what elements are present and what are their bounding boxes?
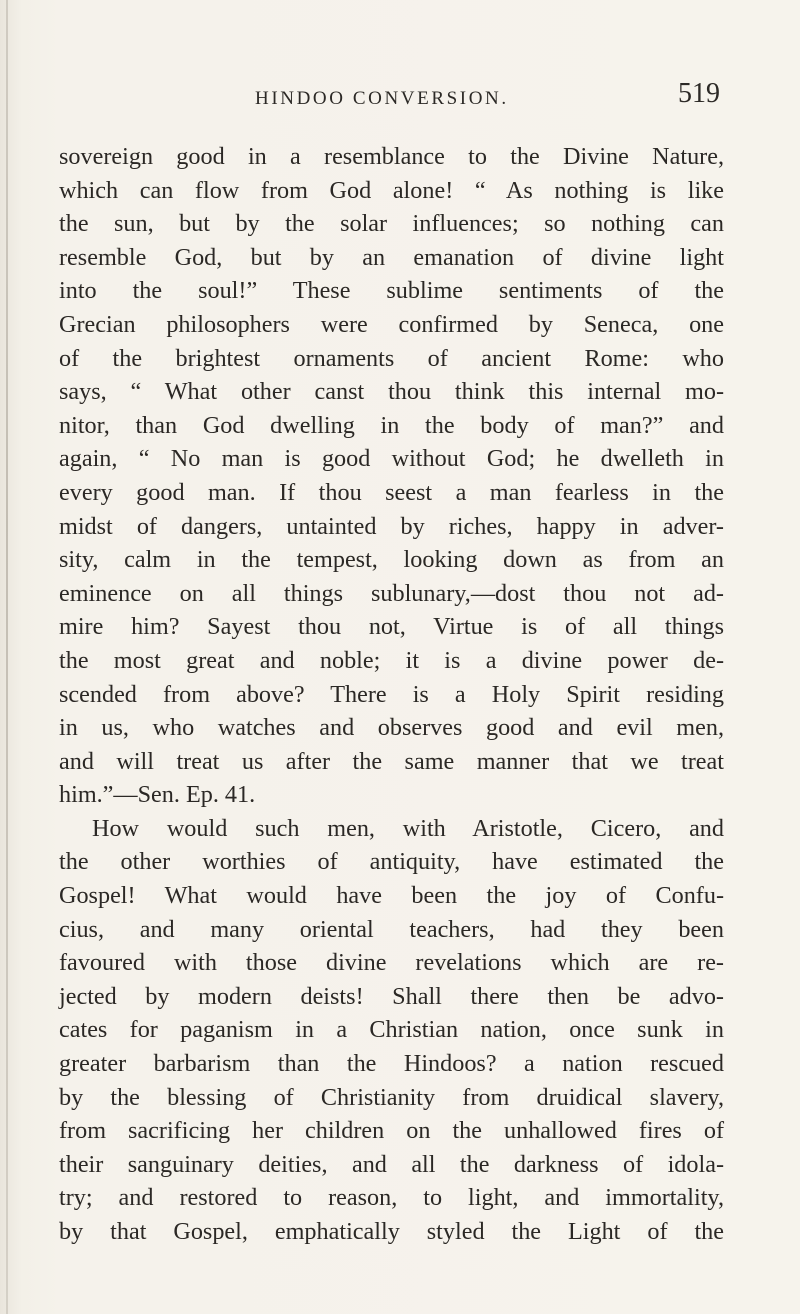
text-line: every good man. If thou seest a man fearless in the	[59, 478, 724, 506]
text-line: greater barbarism than the Hindoos? a nation rescued	[59, 1050, 724, 1078]
text-line: in us, who watches and observes good and evil men,	[59, 714, 724, 742]
text-line: Grecian philosophers were confirmed by Seneca, one	[59, 310, 724, 338]
text-line: scended from above? There is a Holy Spirit residing	[59, 680, 724, 708]
text-line: him.”—Sen. Ep. 41.	[59, 781, 256, 809]
text-line: again, “ No man is good without God; he dwelleth in	[59, 445, 724, 473]
text-line: by the blessing of Christianity from druidical slavery,	[59, 1083, 724, 1111]
text-line: nitor, than God dwelling in the body of man?” and	[59, 411, 724, 439]
text-line: try; and restored to reason, to light, and immortality,	[59, 1184, 724, 1212]
text-line: by that Gospel, emphatically styled the Light of the	[59, 1218, 724, 1245]
text-line: the other worthies of antiquity, have estimated the	[59, 848, 724, 876]
running-head: HINDOO CONVERSION.	[255, 88, 509, 109]
text-line: sity, calm in the tempest, looking down as from an	[59, 546, 724, 574]
text-line: the most great and noble; it is a divine power de-	[59, 646, 724, 674]
text-line: mire him? Sayest thou not, Virtue is of all things	[59, 613, 724, 641]
text-line: How would such men, with Aristotle, Cicero, and	[92, 814, 724, 842]
text-line: of the brightest ornaments of ancient Rome: who	[59, 344, 724, 372]
page-number: 519	[678, 78, 720, 109]
text-line: which can flow from God alone! “ As nothing is like	[59, 176, 724, 204]
text-line: favoured with those divine revelations which are re-	[59, 949, 724, 977]
text-line: cius, and many oriental teachers, had they been	[59, 915, 724, 943]
text-line: their sanguinary deities, and all the darkness of idola-	[59, 1150, 724, 1178]
text-line: Gospel! What would have been the joy of Confu-	[59, 882, 724, 910]
text-line: jected by modern deists! Shall there then be advo-	[59, 982, 724, 1010]
text-line: the sun, but by the solar influences; so nothing can	[59, 210, 724, 238]
text-line: and will treat us after the same manner that we treat	[59, 747, 724, 775]
page-gutter-shadow	[6, 0, 8, 1314]
text-line: resemble God, but by an emanation of divine light	[59, 243, 724, 271]
page-header	[70, 78, 720, 118]
text-line: sovereign good in a resemblance to the Divine Nature,	[59, 143, 724, 170]
text-line: cates for paganism in a Christian nation, once sunk in	[59, 1016, 724, 1044]
body-text	[59, 140, 724, 1249]
text-line: from sacrificing her children on the unhallowed fires of	[59, 1117, 724, 1145]
text-line: says, “ What other canst thou think this internal mo-	[59, 378, 724, 406]
text-line: eminence on all things sublunary,—dost thou not ad-	[59, 579, 724, 607]
text-line: into the soul!” These sublime sentiments of the	[59, 277, 724, 305]
text-line: midst of dangers, untainted by riches, happy in adver-	[59, 512, 724, 540]
